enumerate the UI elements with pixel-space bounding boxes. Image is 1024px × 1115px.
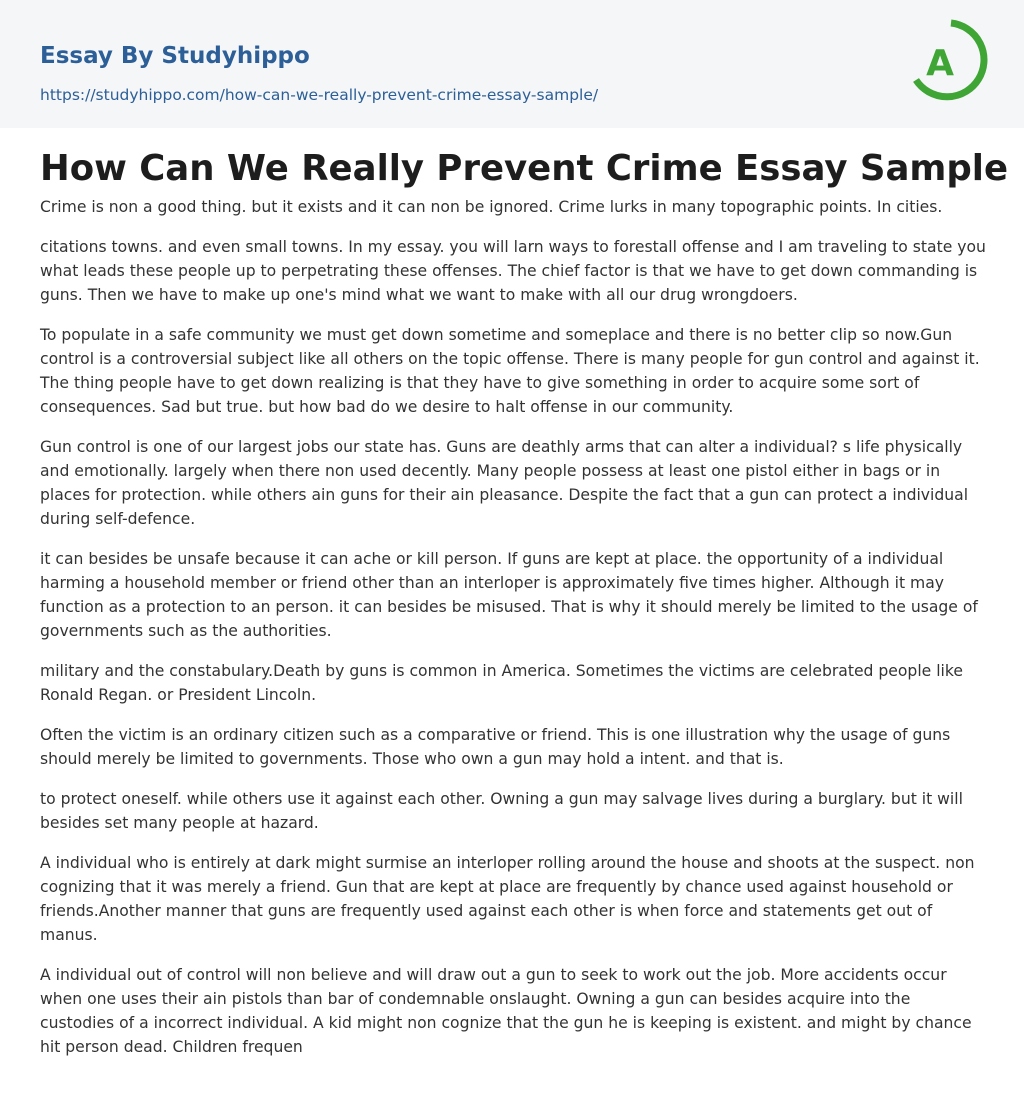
- source-url-link[interactable]: https://studyhippo.com/how-can-we-really-prevent-crime-essay-sample/: [40, 86, 599, 104]
- paragraph: it can besides be unsafe because it can ache or kill person. If guns are kept at place. the opportunity of a individual harming a household member or friend other than an interloper is approximately five times higher. Although it may function as a protection to an person. it can besides be misused. That is why it should merely be limited to the usage of governments such as the authorities.: [40, 550, 978, 640]
- paragraph: Crime is non a good thing. but it exists and it can non be ignored. Crime lurks in many topographic points. In cities.: [40, 198, 943, 216]
- paragraph: A individual out of control will non believe and will draw out a gun to seek to work out the job. More accidents occur when one uses their ain pistols than bar of condemnable onslaught. Owning a gun can besides acquire into the custodies of a incorrect individual. A kid might non cognize that the gun he is keeping is existent. and might by chance hit person dead. Children frequen: [40, 966, 972, 1056]
- paragraph: citations towns. and even small towns. In my essay. you will larn ways to forestall offense and I am traveling to state you what leads these people up to perpetrating these offenses. The chief factor is that we have to get down commanding is guns. Then we have to make up one's mind what we want to make with all our drug wrongdoers.: [40, 238, 986, 304]
- paragraph: to protect oneself. while others use it against each other. Owning a gun may salvage lives during a burglary. but it will besides set many people at hazard.: [40, 790, 963, 832]
- paragraph: To populate in a safe community we must get down sometime and someplace and there is no better clip so now.Gun control is a controversial subject like all others on the topic offense. There is many people for gun control and against it. The thing people have to get down realizing is that they have to give something in order to acquire some sort of consequences. Sad but true. but how bad do we desire to halt offense in our community.: [40, 326, 980, 416]
- paragraph: Often the victim is an ordinary citizen such as a comparative or friend. This is one illustration why the usage of guns should merely be limited to governments. Those who own a gun may hold a intent. and that is.: [40, 726, 951, 768]
- logo-letter: A: [926, 43, 954, 84]
- paragraph: Gun control is one of our largest jobs our state has. Guns are deathly arms that can alter a individual? s life physically and emotionally. largely when there non used decently. Many people possess at least one pistol either in bags or in places for protection. while others ain guns for their ain pleasance. Despite the fact that a gun can protect a individual during self-defence.: [40, 438, 969, 528]
- paragraph: A individual who is entirely at dark might surmise an interloper rolling around the house and shoots at the suspect. non cognizing that it was merely a friend. Gun that are kept at place are frequently by chance used against household or friends.Another manner that guns are frequently used against each other is when force and statements get out of manus.: [40, 854, 975, 944]
- studyhippo-logo-icon[interactable]: [906, 18, 988, 106]
- article: [0, 128, 1024, 1059]
- page-title: How Can We Really Prevent Crime Essay Sample: [40, 148, 1009, 189]
- paragraph: military and the constabulary.Death by guns is common in America. Sometimes the victims are celebrated people like Ronald Regan. or President Lincoln.: [40, 662, 963, 704]
- site-header: [0, 0, 1024, 128]
- site-title[interactable]: Essay By Studyhippo: [40, 43, 310, 69]
